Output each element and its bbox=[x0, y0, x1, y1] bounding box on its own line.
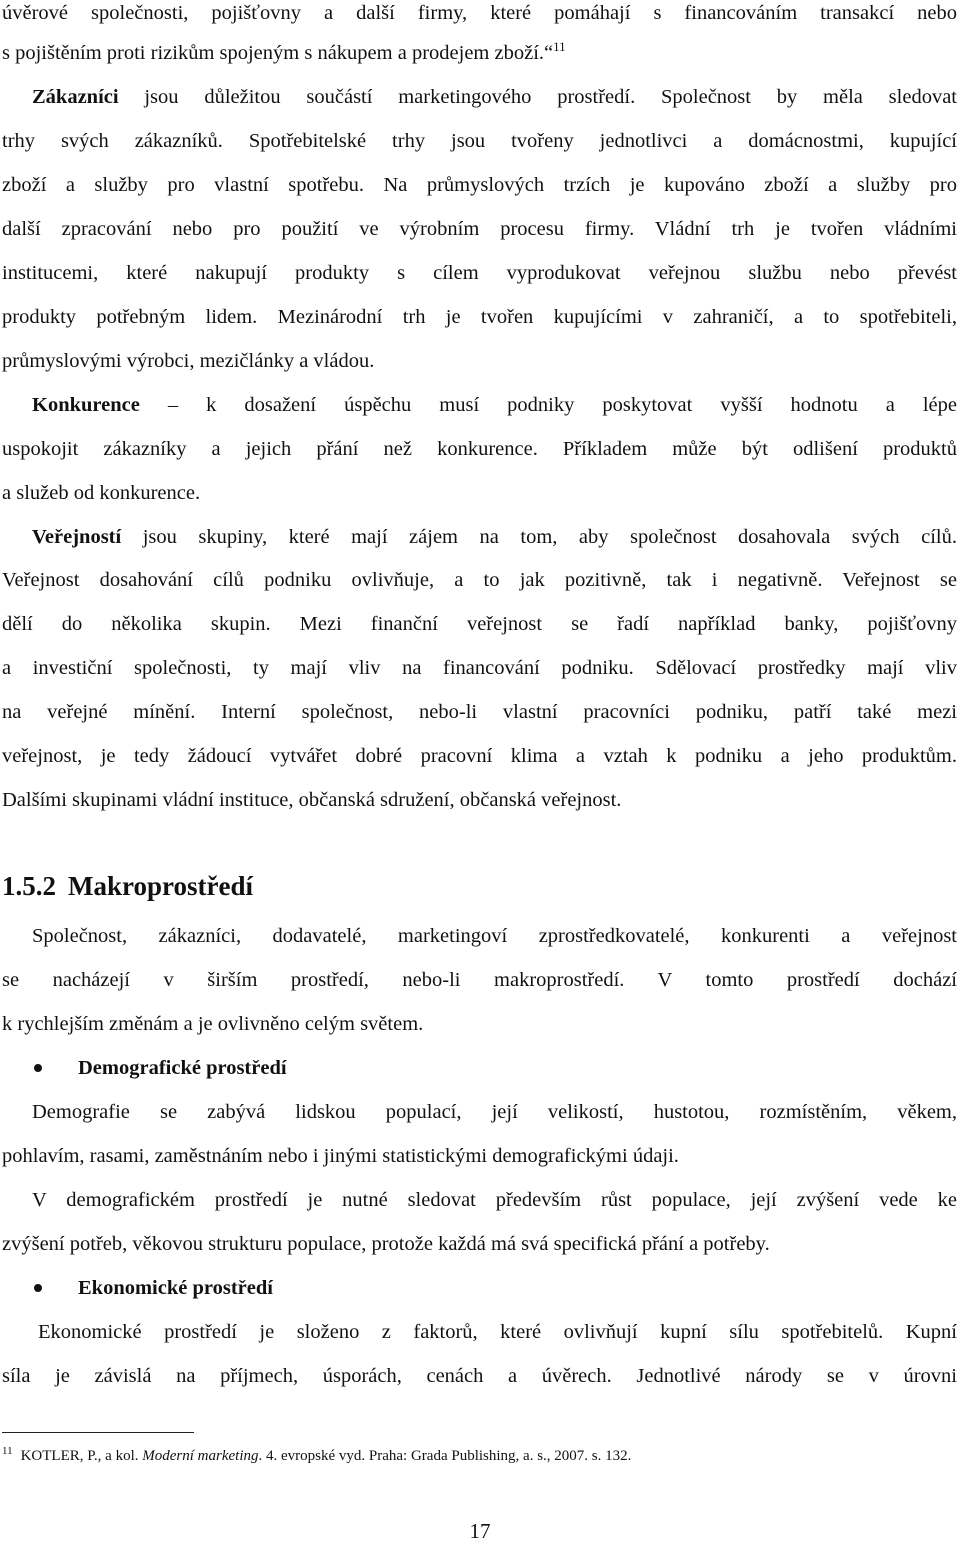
text-run: Ekonomické prostředí je složeno z faktorů, které ovlivňují kupní sílu spotřebitelů. Kupní bbox=[38, 1321, 957, 1343]
text-run: trhy svých zákazníků. Spotřebitelské trhy jsou tvořeny jednotlivci a domácnostmi, kupující bbox=[2, 130, 957, 152]
footnote-text: . 4. evropské vyd. Praha: Grada Publishing, a. s., 2007. s. 132. bbox=[258, 1448, 632, 1464]
paragraph-line bbox=[2, 1011, 957, 1037]
text-run: uspokojit zákazníky a jejich přání než konkurence. Příkladem může být odlišení produktů bbox=[2, 438, 957, 460]
section-number: 1.5.2 bbox=[2, 871, 56, 901]
bullet-icon bbox=[34, 1284, 42, 1292]
footnote-mark: 11 bbox=[2, 1445, 13, 1457]
paragraph-line bbox=[32, 923, 957, 949]
text-run: Veřejnost dosahování cílů podniku ovlivňuje, a to jak pozitivně, tak i negativně. Veřejnost se bbox=[2, 569, 957, 591]
paragraph-line bbox=[2, 436, 957, 462]
paragraph-line bbox=[2, 172, 957, 198]
paragraph-line bbox=[2, 699, 957, 725]
paragraph-line bbox=[2, 1231, 957, 1257]
text-run: Demografie se zabývá lidskou populací, její velikostí, hustotou, rozmístěním, věkem, bbox=[32, 1101, 957, 1123]
text-run: zvýšení potřeb, věkovou strukturu populace, protože každá má svá specifická přání a potřeby. bbox=[2, 1233, 770, 1255]
bullet-icon bbox=[34, 1064, 42, 1072]
text-run: průmyslovými výrobci, mezičlánky a vládou. bbox=[2, 350, 375, 372]
term-competition: Konkurence bbox=[32, 394, 140, 416]
paragraph-line bbox=[32, 1187, 957, 1213]
paragraph-line bbox=[2, 787, 957, 813]
text-run: pohlavím, rasami, zaměstnáním nebo i jinými statistickými demografickými údaji. bbox=[2, 1145, 679, 1167]
term-public: Veřejností bbox=[32, 526, 122, 548]
text-run: produkty potřebným lidem. Mezinárodní trh je tvořen kupujícími v zahraničí, a to spotřebiteli, bbox=[2, 306, 957, 328]
page-number: 17 bbox=[469, 1519, 491, 1543]
bullet-label-economic: Ekonomické prostředí bbox=[78, 1277, 273, 1299]
bullet-label-demographic: Demografické prostředí bbox=[78, 1057, 287, 1079]
text-run: Společnost, zákazníci, dodavatelé, marketingoví zprostředkovatelé, konkurenti a veřejnost bbox=[32, 925, 957, 947]
footnote-reference: 11 bbox=[553, 39, 566, 55]
text-run: a investiční společnosti, ty mají vliv na financování podniku. Sdělovací prostředky mají vliv bbox=[2, 657, 957, 679]
paragraph-line bbox=[2, 967, 957, 993]
text-run: jsou důležitou součástí marketingového prostředí. Společnost by měla sledovat bbox=[118, 86, 957, 108]
text-run: úvěrové společnosti, pojišťovny a další firmy, které pomáhají s financováním transakcí nebo bbox=[2, 2, 957, 24]
paragraph-line bbox=[2, 655, 957, 681]
term-customers: Zákazníci bbox=[32, 86, 119, 108]
paragraph-line bbox=[2, 348, 957, 374]
footnote bbox=[2, 1446, 631, 1466]
paragraph-line bbox=[32, 84, 957, 110]
footnote-text: KOTLER, P., a kol. bbox=[20, 1448, 143, 1464]
footnote-title: Moderní marketing bbox=[142, 1448, 259, 1464]
section-title: Makroprostředí bbox=[68, 871, 253, 901]
paragraph-line bbox=[38, 1319, 957, 1345]
paragraph-line bbox=[32, 392, 957, 418]
text-run: Dalšími skupinami vládní instituce, občanská sdružení, občanská veřejnost. bbox=[2, 789, 622, 811]
text-run: V demografickém prostředí je nutné sledovat především růst populace, její zvýšení vede ke bbox=[32, 1189, 957, 1211]
paragraph-line bbox=[2, 304, 957, 330]
section-heading bbox=[2, 870, 253, 902]
paragraph-line bbox=[32, 1099, 957, 1125]
text-run: k rychlejším změnám a je ovlivněno celým světem. bbox=[2, 1013, 424, 1035]
paragraph-line bbox=[2, 611, 957, 637]
text-run: – k dosažení úspěchu musí podniky poskytovat vyšší hodnotu a lépe bbox=[139, 394, 957, 416]
paragraph-line bbox=[2, 480, 957, 506]
footnote-separator bbox=[2, 1432, 194, 1433]
paragraph-line bbox=[2, 567, 957, 593]
text-run: veřejnost, je tedy žádoucí vytvářet dobré pracovní klima a vztah k podniku a jeho produktům. bbox=[2, 745, 957, 767]
paragraph-line bbox=[2, 1143, 957, 1169]
text-run: zboží a služby pro vlastní spotřebu. Na průmyslových trzích je kupováno zboží a služby pro bbox=[2, 174, 957, 196]
text-run: institucemi, které nakupují produkty s cílem vyprodukovat veřejnou službu nebo převést bbox=[2, 262, 957, 284]
paragraph-line bbox=[2, 0, 957, 26]
text-run: dělí do několika skupin. Mezi finanční veřejnost se řadí například banky, pojišťovny bbox=[2, 613, 957, 635]
text-run: na veřejné mínění. Interní společnost, nebo-li vlastní pracovníci podniku, patří také mezi bbox=[2, 701, 957, 723]
text-run: další zpracování nebo pro použití ve výrobním procesu firmy. Vládní trh je tvořen vládními bbox=[2, 218, 957, 240]
text-run: jsou skupiny, které mají zájem na tom, aby společnost dosahovala svých cílů. bbox=[121, 526, 957, 548]
paragraph-line bbox=[2, 128, 957, 154]
paragraph-line bbox=[2, 1363, 957, 1389]
text-run: s pojištěním proti rizikům spojeným s nákupem a prodejem zboží.“ bbox=[2, 42, 554, 64]
text-run: síla je závislá na příjmech, úsporách, cenách a úvěrech. Jednotlivé národy se v úrovni bbox=[2, 1365, 957, 1387]
text-run: a služeb od konkurence. bbox=[2, 482, 201, 504]
paragraph-line bbox=[32, 524, 957, 550]
paragraph-line bbox=[2, 743, 957, 769]
paragraph-line bbox=[2, 40, 957, 66]
text-run: se nacházejí v širším prostředí, nebo-li makroprostředí. V tomto prostředí dochází bbox=[2, 969, 957, 991]
paragraph-line bbox=[2, 216, 957, 242]
paragraph-line bbox=[2, 260, 957, 286]
